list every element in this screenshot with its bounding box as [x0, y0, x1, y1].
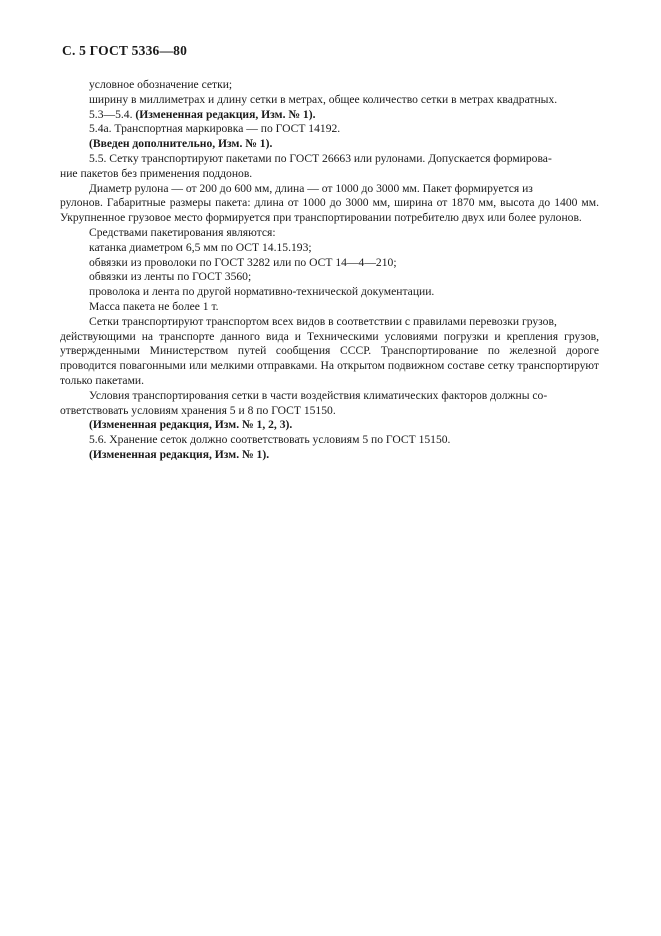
document-body	[60, 78, 599, 463]
transport-first: Сетки транспортируют транспортом всех видов в соответствии с правилами перевозки грузов,	[89, 314, 557, 328]
clause-5-6: 5.6. Хранение сеток должно соответствовать условиям 5 по ГОСТ 15150.	[89, 433, 451, 447]
clause-5-5-rest: ние пакетов без применения поддонов.	[60, 166, 253, 180]
clause-number: 5.3—5.4.	[89, 107, 136, 121]
means-line: обвязки из проволоки по ГОСТ 3282 или по ОСТ 14—4—210;	[89, 255, 397, 269]
diameter-rest: рулонов. Габаритные размеры пакета: длина от 1000 до 3000 мм, ширина от 1870 мм, высота до 1400 мм. Укрупненное грузовое место формируется при транспортировании потребителю двух или более рулонов.	[60, 196, 599, 225]
text-line: условное обозначение сетки;	[89, 78, 233, 91]
means-line: обвязки из ленты по ГОСТ 3560;	[89, 270, 252, 284]
amendment-note: (Измененная редакция, Изм. № 1).	[89, 447, 270, 461]
means-line: Масса пакета не более 1 т.	[89, 299, 219, 313]
means-line: Средствами пакетирования являются:	[89, 225, 276, 239]
clause-5-5-first: 5.5. Сетку транспортируют пакетами по ГОСТ 26663 или рулонами. Допускается формирова-	[89, 151, 552, 165]
means-line: проволока и лента по другой нормативно-технической документации.	[89, 285, 435, 299]
means-line: катанка диаметром 6,5 мм по ОСТ 14.15.193;	[89, 240, 312, 254]
amendment-note: (Измененная редакция, Изм. № 1).	[135, 107, 316, 121]
climate-first: Условия транспортирования сетки в части воздействия климатических факторов должны со-	[89, 388, 548, 402]
text-line: 5.4а. Транспортная маркировка — по ГОСТ 14192.	[89, 122, 341, 136]
diameter-first: Диаметр рулона — от 200 до 600 мм, длина — от 1000 до 3000 мм. Пакет формируется из	[89, 181, 533, 195]
page-header: С. 5 ГОСТ 5336—80	[62, 43, 188, 58]
transport-rest: действующими на транспорте данного вида и Техническими условиями погрузки и крепления грузов, утвержденными Министерством путей сообщения СССР. Транспортирование по железной дороге проводится повагонными или мелкими отправками. На открытом подвижном составе сетку транспортируют только пакетами.	[60, 329, 599, 387]
text-line	[89, 108, 599, 123]
amendment-note: (Введен дополнительно, Изм. № 1).	[89, 137, 273, 151]
climate-rest: ответствовать условиям хранения 5 и 8 по ГОСТ 15150.	[60, 403, 336, 417]
amendment-note: (Измененная редакция, Изм. № 1, 2, 3).	[89, 418, 293, 432]
text-line: ширину в миллиметрах и длину сетки в метрах, общее количество сетки в метрах квадратных.	[89, 92, 558, 106]
